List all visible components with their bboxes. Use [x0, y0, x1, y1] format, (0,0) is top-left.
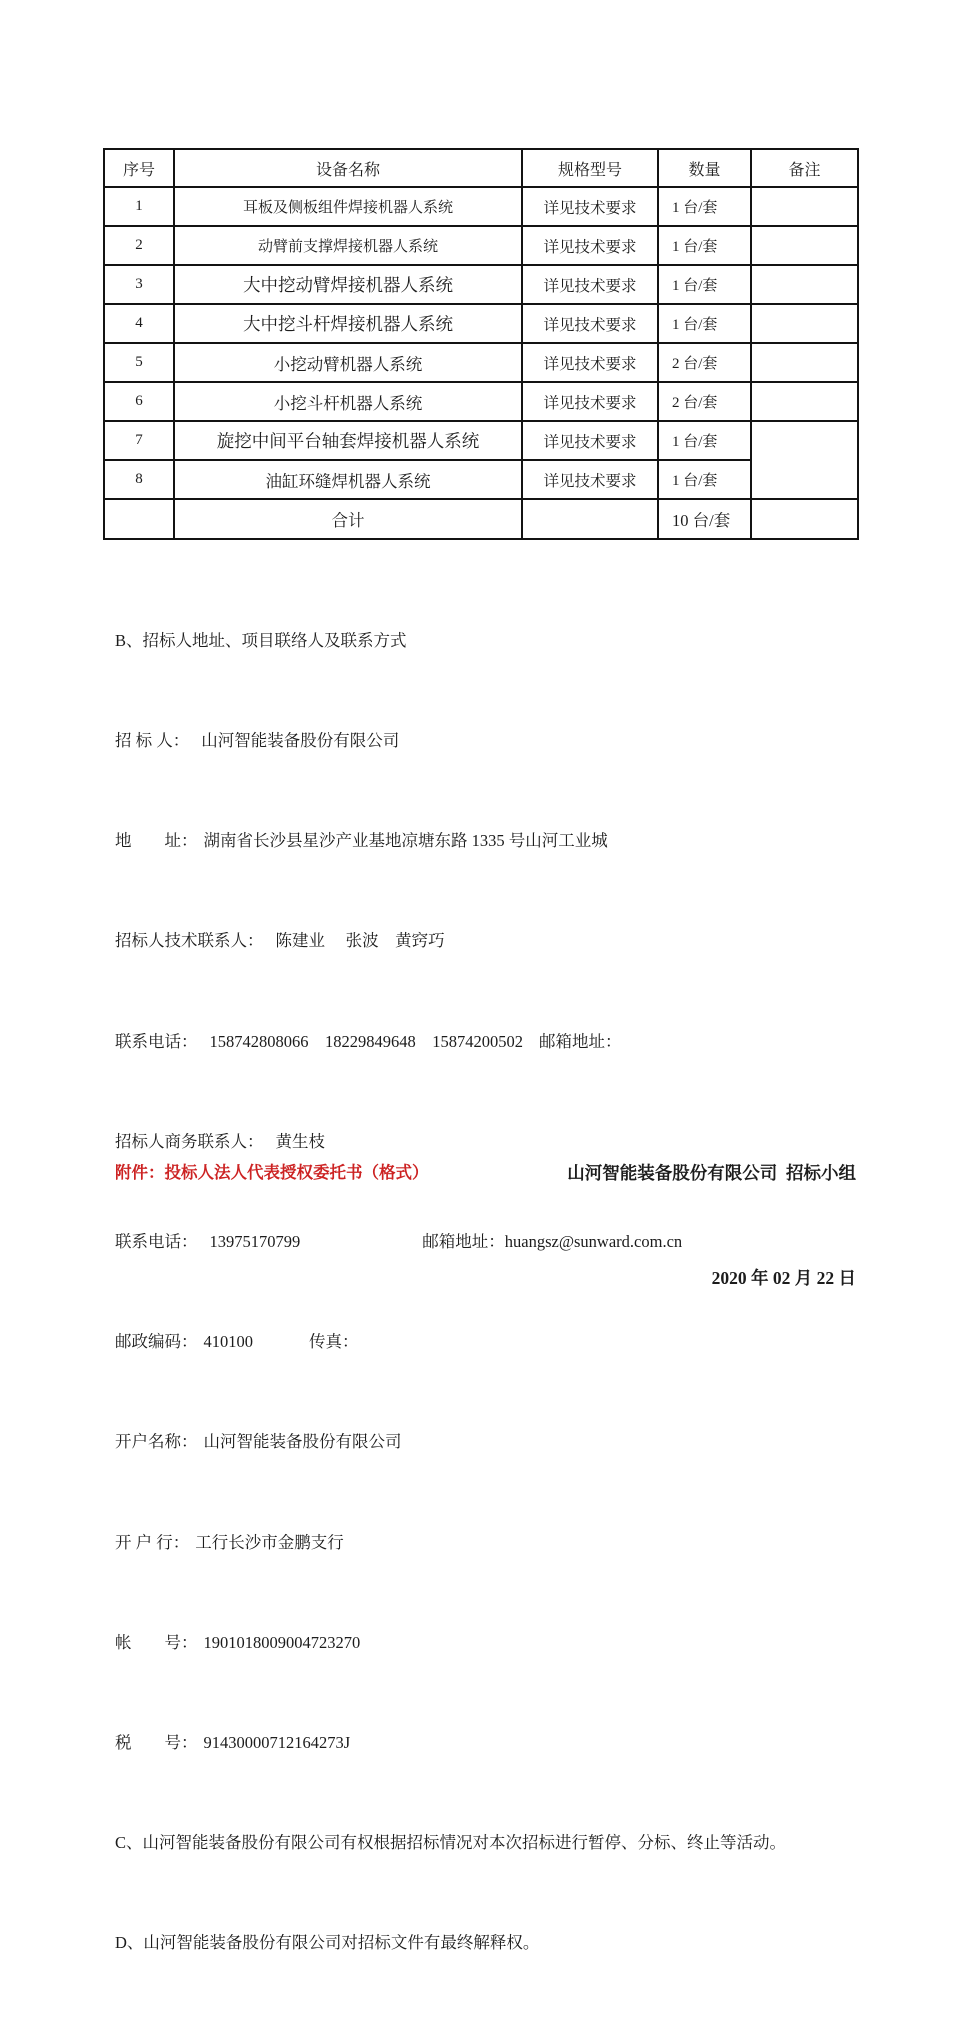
row-name: 旋挖中间平台轴套焊接机器人系统 — [174, 421, 522, 460]
table-row — [104, 265, 858, 304]
address-line — [115, 824, 855, 857]
row-spec: 详见技术要求 — [522, 460, 658, 499]
table-row — [104, 421, 858, 460]
table-row — [104, 304, 858, 343]
row-remark — [751, 304, 858, 343]
postal-label: 邮政编码： — [115, 1332, 198, 1352]
row-name: 动臂前支撑焊接机器人系统 — [174, 226, 522, 265]
row-no: 1 — [104, 187, 174, 226]
section-c-text: C、山河智能装备股份有限公司有权根据招标情况对本次招标进行暂停、分标、终止等活动。 — [115, 1833, 787, 1853]
table-row — [104, 460, 858, 499]
row-no: 3 — [104, 265, 174, 304]
tech-phones-value: 158742808066 18229849648 15874200502 — [209, 1031, 523, 1051]
biz-contact-label: 招标人商务联系人： — [115, 1131, 264, 1151]
biz-email-label: 邮箱地址： — [422, 1232, 505, 1252]
total-remark-cell — [751, 499, 858, 539]
address-value: 湖南省长沙县星沙产业基地凉塘东路 1335 号山河工业城 — [203, 831, 608, 851]
bank-line — [115, 1526, 855, 1559]
header-spec: 规格型号 — [522, 149, 658, 187]
row-remark — [751, 187, 858, 226]
header-no: 序号 — [104, 149, 174, 187]
row-name: 小挖动臂机器人系统 — [174, 343, 522, 382]
tech-phones-line — [115, 1025, 855, 1058]
row-no: 2 — [104, 226, 174, 265]
total-spec-cell — [522, 499, 658, 539]
row-qty: 2 台/套 — [658, 382, 751, 421]
tax-no-line — [115, 1726, 855, 1759]
row-qty: 1 台/套 — [658, 226, 751, 265]
header-qty: 数量 — [658, 149, 751, 187]
row-no: 6 — [104, 382, 174, 421]
tech-email-label: 邮箱地址： — [539, 1031, 622, 1051]
tech-contacts-line — [115, 924, 855, 957]
account-no-value: 1901018009004723270 — [203, 1632, 361, 1652]
signature-date: 2020 年 02 月 22 日 — [711, 1268, 856, 1288]
row-qty: 1 台/套 — [658, 460, 751, 499]
account-no-label: 帐 号： — [115, 1632, 198, 1652]
row-qty: 1 台/套 — [658, 187, 751, 226]
row-qty: 1 台/套 — [658, 304, 751, 343]
row-remark — [751, 343, 858, 382]
total-qty: 10 台/套 — [658, 499, 751, 539]
row-no: 4 — [104, 304, 174, 343]
signature-company: 山河智能装备股份有限公司 招标小组 — [567, 1163, 856, 1183]
table-row — [104, 343, 858, 382]
account-name-line — [115, 1425, 855, 1458]
row-remark-merged — [751, 421, 858, 499]
row-no: 7 — [104, 421, 174, 460]
section-d-text: D、山河智能装备股份有限公司对招标文件有最终解释权。 — [115, 1933, 540, 1953]
header-name: 设备名称 — [174, 149, 522, 187]
table-row — [104, 226, 858, 265]
bidder-line — [115, 724, 855, 757]
account-no-line — [115, 1626, 855, 1659]
row-name: 大中挖斗杆焊接机器人系统 — [174, 304, 522, 343]
row-qty: 1 台/套 — [658, 421, 751, 460]
header-remark: 备注 — [751, 149, 858, 187]
tech-contacts-label: 招标人技术联系人： — [115, 931, 264, 951]
biz-contact-value: 黄生枝 — [275, 1131, 325, 1151]
postal-value: 410100 — [203, 1332, 253, 1352]
signature-block — [567, 1086, 856, 1366]
row-name: 油缸环缝焊机器人系统 — [174, 460, 522, 499]
row-remark — [751, 382, 858, 421]
tech-contacts-value: 陈建业 张波 黄窍巧 — [275, 931, 445, 951]
row-name: 耳板及侧板组件焊接机器人系统 — [174, 187, 522, 226]
row-spec: 详见技术要求 — [522, 226, 658, 265]
row-spec: 详见技术要求 — [522, 382, 658, 421]
total-no-cell — [104, 499, 174, 539]
bank-label: 开 户 行： — [115, 1532, 190, 1552]
biz-email-value: huangsz@sunward.com.cn — [504, 1232, 683, 1252]
section-b-heading: B、招标人地址、项目联络人及联系方式 — [115, 630, 407, 650]
tech-phones-label: 联系电话： — [115, 1031, 198, 1051]
table-row — [104, 382, 858, 421]
bidder-value: 山河智能装备股份有限公司 — [201, 731, 400, 751]
attachment-note: 附件：投标人法人代表授权委托书（格式） — [115, 1163, 429, 1182]
tax-no-value: 91430000712164273J — [203, 1733, 351, 1753]
row-qty: 2 台/套 — [658, 343, 751, 382]
bidder-label: 招 标 人： — [115, 731, 190, 751]
biz-phone-label: 联系电话： — [115, 1232, 198, 1252]
total-label: 合计 — [174, 499, 522, 539]
row-spec: 详见技术要求 — [522, 343, 658, 382]
row-name: 大中挖动臂焊接机器人系统 — [174, 265, 522, 304]
table-header-row — [104, 149, 858, 187]
account-name-label: 开户名称： — [115, 1432, 198, 1452]
row-no: 8 — [104, 460, 174, 499]
row-spec: 详见技术要求 — [522, 304, 658, 343]
bank-value: 工行长沙市金鹏支行 — [195, 1532, 344, 1552]
row-qty: 1 台/套 — [658, 265, 751, 304]
row-remark — [751, 226, 858, 265]
account-name-value: 山河智能装备股份有限公司 — [203, 1432, 402, 1452]
table-total-row — [104, 499, 858, 539]
equipment-table — [103, 148, 859, 540]
row-spec: 详见技术要求 — [522, 187, 658, 226]
tax-no-label: 税 号： — [115, 1733, 198, 1753]
row-spec: 详见技术要求 — [522, 265, 658, 304]
fax-label: 传真： — [309, 1332, 359, 1352]
biz-phone-value: 13975170799 — [209, 1232, 301, 1252]
address-label: 地 址： — [115, 831, 198, 851]
row-no: 5 — [104, 343, 174, 382]
row-remark — [751, 265, 858, 304]
row-spec: 详见技术要求 — [522, 421, 658, 460]
table-row — [104, 187, 858, 226]
row-name: 小挖斗杆机器人系统 — [174, 382, 522, 421]
